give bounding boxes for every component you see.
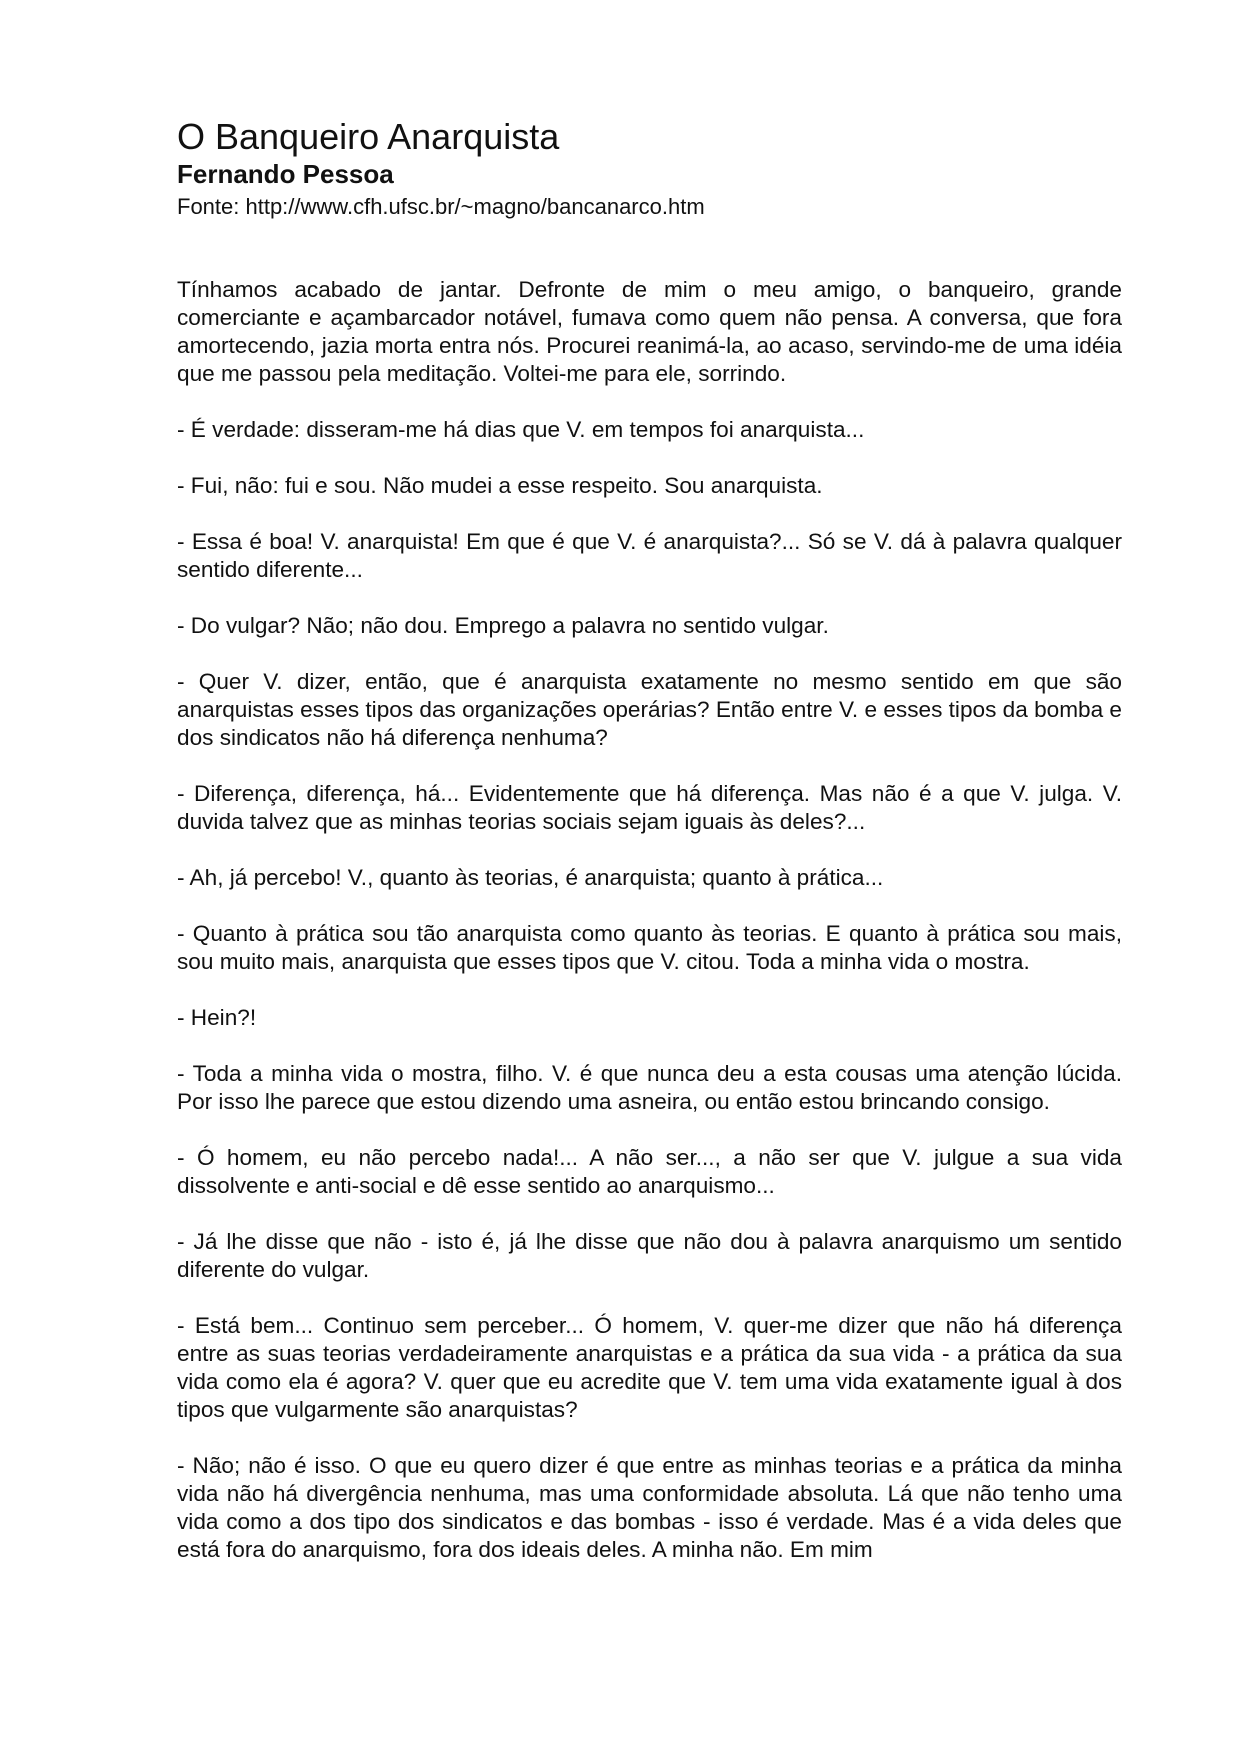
- paragraph: - Não; não é isso. O que eu quero dizer é que entre as minhas teorias e a prática da minha vida não há divergência nenhuma, mas uma conformidade absoluta. Lá que não tenho uma vida como a dos tipo dos sindicatos e das bombas - isso é verdade. Mas é a vida deles que está fora do anarquismo, fora dos ideais deles. A minha não. Em mim: [177, 1453, 1122, 1562]
- document-title: O Banqueiro Anarquista: [177, 116, 560, 157]
- document-author: Fernando Pessoa: [177, 159, 394, 189]
- paragraph: - Diferença, diferença, há... Evidentemente que há diferença. Mas não é a que V. julga. V. duvida talvez que as minhas teorias sociais sejam iguais às deles?...: [177, 781, 1122, 834]
- paragraph: - Do vulgar? Não; não dou. Emprego a palavra no sentido vulgar.: [177, 613, 829, 638]
- paragraph: - Ah, já percebo! V., quanto às teorias, é anarquista; quanto à prática...: [177, 865, 884, 890]
- paragraph: - É verdade: disseram-me há dias que V. em tempos foi anarquista...: [177, 417, 865, 442]
- paragraph: - Quanto à prática sou tão anarquista como quanto às teorias. E quanto à prática sou mais, sou muito mais, anarquista que esses tipos que V. citou. Toda a minha vida o mostra.: [177, 921, 1122, 974]
- paragraph: - Essa é boa! V. anarquista! Em que é que V. é anarquista?... Só se V. dá à palavra qualquer sentido diferente...: [177, 529, 1122, 582]
- paragraph: - Já lhe disse que não - isto é, já lhe disse que não dou à palavra anarquismo um sentido diferente do vulgar.: [177, 1229, 1122, 1282]
- paragraph: - Fui, não: fui e sou. Não mudei a esse respeito. Sou anarquista.: [177, 473, 823, 498]
- paragraph: - Quer V. dizer, então, que é anarquista exatamente no mesmo sentido em que são anarquistas esses tipos das organizações operárias? Então entre V. e esses tipos da bomba e dos sindicatos não há diferença nenhuma?: [177, 669, 1122, 750]
- paragraph: - Toda a minha vida o mostra, filho. V. é que nunca deu a esta cousas uma atenção lúcida. Por isso lhe parece que estou dizendo uma asneira, ou então estou brincando consigo.: [177, 1061, 1122, 1114]
- paragraph: - Hein?!: [177, 1005, 257, 1030]
- paragraph: - Está bem... Continuo sem perceber... Ó homem, V. quer-me dizer que não há diferença entre as suas teorias verdadeiramente anarquistas e a prática da sua vida - a prática da sua vida como ela é agora? V. quer que eu acredite que V. tem uma vida exatamente igual à dos tipos que vulgarmente são anarquistas?: [177, 1313, 1122, 1422]
- document-page: [177, 116, 1122, 1592]
- document-source: Fonte: http://www.cfh.ufsc.br/~magno/bancanarco.htm: [177, 194, 705, 219]
- paragraph: - Ó homem, eu não percebo nada!... A não ser..., a não ser que V. julgue a sua vida dissolvente e anti-social e dê esse sentido ao anarquismo...: [177, 1145, 1122, 1198]
- paragraph: Tínhamos acabado de jantar. Defronte de mim o meu amigo, o banqueiro, grande comerciante e açambarcador notável, fumava como quem não pensa. A conversa, que fora amortecendo, jazia morta entra nós. Procurei reanimá-la, ao acaso, servindo-me de uma idéia que me passou pela meditação. Voltei-me para ele, sorrindo.: [177, 277, 1122, 386]
